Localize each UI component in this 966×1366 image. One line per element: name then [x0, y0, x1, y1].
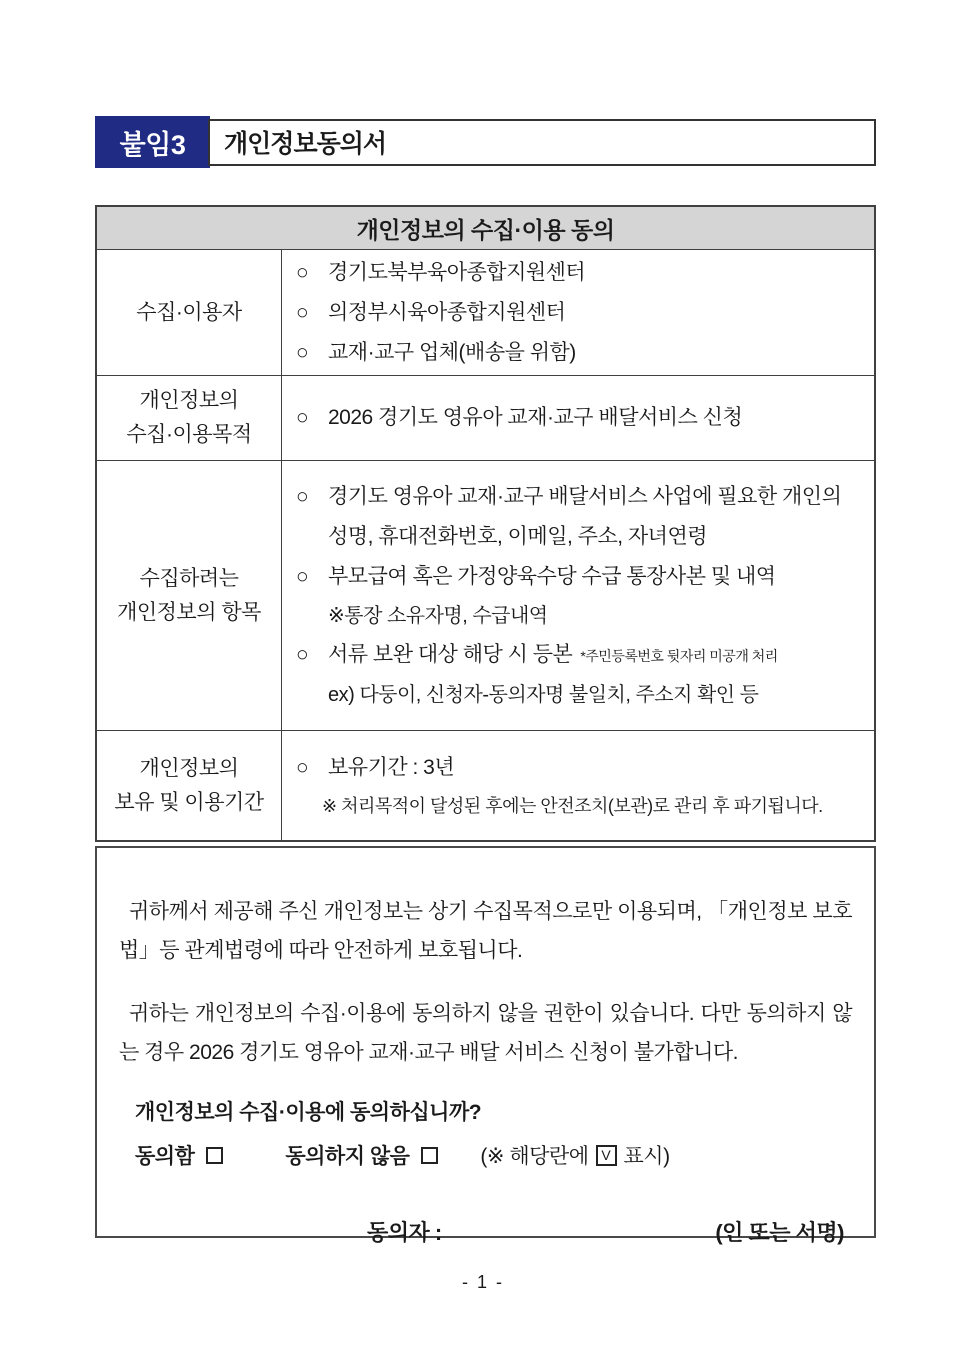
signature-hint: (인 또는 서명): [715, 1220, 844, 1245]
consent-statement-box: [95, 846, 876, 1245]
check-instruction-prefix: (※ 해당란에: [480, 1145, 589, 1168]
circle-bullet: ○: [296, 300, 309, 324]
signer-label: 동의자 :: [367, 1220, 442, 1245]
list-item: [296, 557, 866, 597]
disagree-label: 동의하지 않음: [285, 1145, 410, 1168]
row-content-purpose: [282, 376, 874, 460]
circle-bullet: ○: [296, 755, 309, 779]
circle-bullet: ○: [296, 260, 309, 284]
row-label-line1: 개인정보의: [139, 756, 239, 780]
row-label-collector: [97, 250, 282, 375]
row-label-line2: 수집·이용목적: [126, 423, 252, 446]
list-item: [296, 293, 866, 333]
table-row-items: [97, 461, 874, 731]
attachment-badge: 붙임3: [95, 116, 210, 168]
row-label-line1: 수집하려는: [139, 566, 239, 590]
list-item: [296, 398, 866, 438]
document-title: 개인정보동의서: [224, 130, 387, 158]
disagree-checkbox[interactable]: [421, 1147, 438, 1164]
table-title: 개인정보의 수집·이용 동의: [97, 207, 874, 250]
items-item-3: [328, 635, 866, 676]
purpose-item: 2026 경기도 영유아 교재·교구 배달서비스 신청: [328, 406, 743, 429]
items-item-3-example: ex) 다둥이, 신청자-동의자명 불일치, 주소지 확인 등: [328, 684, 759, 706]
row-label-retention: [97, 731, 282, 840]
collector-item-2: 의정부시육아종합지원센터: [328, 300, 566, 324]
signature-row: [119, 1216, 852, 1247]
consent-table: [95, 205, 876, 842]
agree-checkbox[interactable]: [206, 1147, 223, 1164]
row-label-items: [97, 461, 282, 730]
collector-item-1: 경기도북부육아종합지원센터: [328, 260, 586, 284]
page-number: - 1 -: [461, 1272, 504, 1292]
row-label-purpose: [97, 376, 282, 460]
retention-note: ※ 처리목적이 달성된 후에는 안전조치(보관)로 관리 후 파기됩니다.: [322, 795, 823, 816]
list-item: [296, 635, 866, 676]
row-label-line2: 개인정보의 항목: [117, 600, 261, 624]
agree-label: 동의함: [135, 1145, 195, 1168]
items-item-3-text: 서류 보완 대상 해당 시 등본: [328, 643, 573, 666]
items-item-3-note: *주민등록번호 뒷자리 미공개 처리: [580, 648, 778, 664]
check-instruction-suffix: 표시): [623, 1145, 670, 1168]
circle-bullet: ○: [296, 406, 309, 429]
row-content-items: [282, 461, 874, 730]
row-label-line2: 보유 및 이용기간: [114, 790, 264, 814]
consent-question: 개인정보의 수집·이용에 동의하십니까?: [135, 1101, 482, 1124]
consent-choice-row: [119, 1140, 852, 1170]
row-label-text: 수집·이용자: [136, 300, 242, 324]
list-item: [296, 748, 866, 788]
document-header: [95, 116, 876, 168]
row-content-retention: [282, 731, 874, 840]
circle-bullet: ○: [296, 565, 309, 588]
circle-bullet: ○: [296, 340, 309, 364]
circle-bullet: ○: [296, 485, 309, 508]
items-item-2-note: ※통장 소유자명, 수급내역: [328, 605, 548, 627]
check-instruction: [480, 1140, 669, 1170]
table-row-collector: [97, 250, 874, 376]
list-item: [296, 477, 866, 557]
circle-bullet: ○: [296, 643, 309, 666]
v-checkmark-icon: V: [596, 1145, 617, 1166]
list-item: [296, 333, 866, 373]
collector-item-3: 교재·교구 업체(배송을 위함): [328, 340, 576, 364]
document-title-box: [208, 119, 876, 166]
retention-item: 보유기간 : 3년: [328, 755, 455, 779]
items-item-1: 경기도 영유아 교재·교구 배달서비스 사업에 필요한 개인의 성명, 휴대전화번호, 이메일, 주소, 자녀연령: [328, 485, 842, 548]
row-label-line1: 개인정보의: [139, 389, 239, 412]
table-row-retention: [97, 731, 874, 840]
items-item-2: 부모급여 혹은 가정양육수당 수급 통장사본 및 내역: [328, 565, 776, 588]
consent-paragraph-2: 귀하는 개인정보의 수집·이용에 동의하지 않을 권한이 있습니다. 다만 동의하지 않는 경우 2026 경기도 영유아 교재·교구 배달 서비스 신청이 불가합니다.: [119, 1002, 852, 1064]
list-item: [296, 253, 866, 293]
table-row-purpose: [97, 376, 874, 461]
consent-paragraph-1: 귀하께서 제공해 주신 개인정보는 상기 수집목적으로만 이용되며, 「개인정보 보호법」등 관계법령에 따라 안전하게 보호됩니다.: [119, 900, 852, 962]
row-content-collector: [282, 250, 874, 375]
